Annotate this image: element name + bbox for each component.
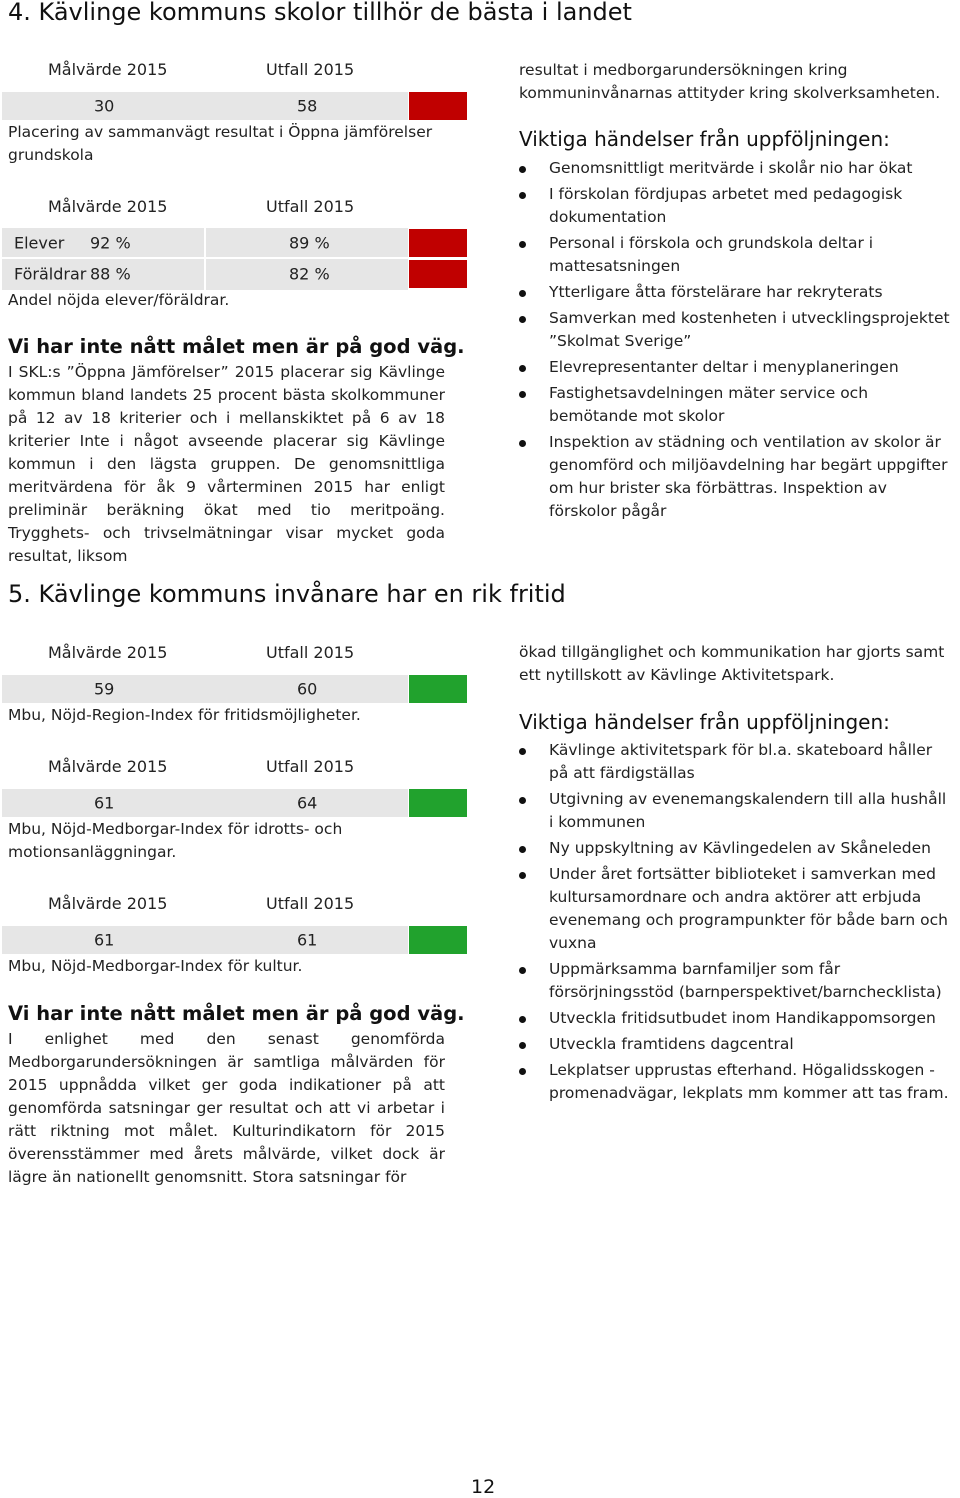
table-caption: Mbu, Nöjd-Region-Index för fritidsmöjligheter.: [8, 706, 361, 724]
list-item: Genomsnittligt meritvärde i skolår nio har ökat: [518, 157, 954, 180]
status-indicator-green: [409, 789, 467, 817]
list-item: Elevrepresentanter deltar i menyplaneringen: [518, 356, 954, 379]
outcome-value: 58: [297, 96, 318, 116]
status-indicator-red: [409, 229, 467, 257]
outcome-column-header: Utfall 2015: [266, 643, 355, 662]
status-indicator-green: [409, 926, 467, 954]
target-column-header: Målvärde 2015: [48, 60, 168, 79]
target-column-header: Målvärde 2015: [48, 643, 168, 662]
list-item: Under året fortsätter biblioteket i samverkan med kultursamordnare och andra aktörer att erbjuda evenemang och programpunkter för både barn och vuxna: [518, 863, 954, 955]
outcome-column-header: Utfall 2015: [266, 894, 355, 913]
table-caption: Andel nöjda elever/föräldrar.: [8, 291, 230, 309]
target-value: 61: [94, 930, 115, 950]
status-indicator-green: [409, 675, 467, 703]
table-caption: Mbu, Nöjd-Medborgar-Index för kultur.: [8, 957, 303, 975]
list-item: Personal i förskola och grundskola deltar i mattesatsningen: [518, 232, 954, 278]
section-5-heading: 5. Kävlinge kommuns invånare har en rik fritid: [8, 580, 566, 608]
target-column-header: Målvärde 2015: [48, 197, 168, 216]
outcome-column-header: Utfall 2015: [266, 60, 355, 79]
events-list: [518, 739, 954, 1108]
goal-status: Vi har inte nått målet men är på god väg.: [8, 335, 465, 358]
status-indicator-red: [409, 260, 467, 288]
events-heading: Viktiga händelser från uppföljningen:: [519, 710, 890, 734]
list-item: Ytterligare åtta förstelärare har rekryterats: [518, 281, 954, 304]
target-value: 92 %: [90, 233, 131, 252]
body-text-left: I enlighet med den senast genomförda Medborgarundersökningen är samtliga målvärden för 2015 uppnådda vilket ger goda indikationer på att genomförda satsningar ger resultat och att vi arbetar i rätt riktning mot målet. Kulturindikatorn för 2015 överensstämmer med årets målvärde, vilket dock är lägre än nationellt genomsnitt. Stora satsningar för: [8, 1030, 445, 1186]
events-list: [518, 157, 954, 526]
body-text-right: ökad tillgänglighet och kommunikation har gjorts samt ett nytillskott av Kävlinge Aktivitetspark.: [519, 643, 945, 684]
target-value: 59: [94, 679, 115, 699]
target-value: 61: [94, 793, 115, 813]
list-item: Utgivning av evenemangskalendern till alla hushåll i kommunen: [518, 788, 954, 834]
table-caption: Mbu, Nöjd-Medborgar-Index för idrotts- och motionsanläggningar.: [8, 820, 343, 861]
list-item: Inspektion av städning och ventilation av skolor är genomförd och miljöavdelning har begärt uppgifter om hur brister ska förbättras. Inspektion av förskolor pågår: [518, 431, 954, 523]
target-value: 88 %: [90, 264, 131, 283]
status-indicator-red: [409, 92, 467, 120]
events-heading: Viktiga händelser från uppföljningen:: [519, 127, 890, 151]
result-table: [2, 228, 408, 290]
list-item: Kävlinge aktivitetspark för bl.a. skateboard håller på att färdigställas: [518, 739, 954, 785]
page-number: 12: [471, 1476, 496, 1498]
section-4-heading: 4. Kävlinge kommuns skolor tillhör de bästa i landet: [8, 0, 632, 26]
result-row: [2, 789, 408, 817]
body-text-left: I SKL:s ”Öppna Jämförelser” 2015 placerar sig Kävlinge kommun bland landets 25 procent bästa skolkommuner på 12 av 18 kriterier och i mellanskiktet på 6 av 18 kriterier Inte i något avseende placerar sig Kävlinge kommun i den lägsta gruppen. De genomsnittliga meritvärdena för åk 9 vårterminen 2015 har enligt preliminär beräkning ökat med tio meritpoäng. Trygghets- och trivselmätningar visar mycket goda resultat, liksom: [8, 363, 445, 565]
target-value: 30: [94, 96, 115, 116]
outcome-column-header: Utfall 2015: [266, 757, 355, 776]
table-row: [2, 259, 408, 288]
result-row: [2, 926, 408, 954]
list-item: Uppmärksamma barnfamiljer som får försörjningsstöd (barnperspektivet/barnchecklista): [518, 958, 954, 1004]
list-item: Utveckla fritidsutbudet inom Handikappomsorgen: [518, 1007, 954, 1030]
table-caption: Placering av sammanvägt resultat i Öppna jämförelser grundskola: [8, 123, 433, 164]
list-item: Ny uppskyltning av Kävlingedelen av Skåneleden: [518, 837, 954, 860]
list-item: Utveckla framtidens dagcentral: [518, 1033, 954, 1056]
row-label: Elever: [14, 233, 65, 252]
list-item: I förskolan fördjupas arbetet med pedagogisk dokumentation: [518, 183, 954, 229]
body-text-right: resultat i medborgarundersökningen kring kommuninvånarnas attityder kring skolverksamheten.: [519, 61, 941, 102]
result-row: [2, 675, 408, 703]
target-column-header: Målvärde 2015: [48, 894, 168, 913]
list-item: Lekplatser upprustas efterhand. Högalidsskogen - promenadvägar, lekplats mm kommer att tas fram.: [518, 1059, 954, 1105]
outcome-value: 61: [297, 930, 318, 950]
list-item: Fastighetsavdelningen mäter service och bemötande mot skolor: [518, 382, 954, 428]
target-column-header: Målvärde 2015: [48, 757, 168, 776]
goal-status: Vi har inte nått målet men är på god väg.: [8, 1002, 465, 1025]
outcome-value: 64: [297, 793, 318, 813]
outcome-value: 89 %: [289, 233, 330, 252]
outcome-column-header: Utfall 2015: [266, 197, 355, 216]
result-row: [2, 92, 408, 120]
list-item: Samverkan med kostenheten i utvecklingsprojektet ”Skolmat Sverige”: [518, 307, 954, 353]
outcome-value: 82 %: [289, 264, 330, 283]
table-row: [2, 228, 408, 257]
outcome-value: 60: [297, 679, 318, 699]
row-label: Föräldrar: [14, 264, 87, 283]
